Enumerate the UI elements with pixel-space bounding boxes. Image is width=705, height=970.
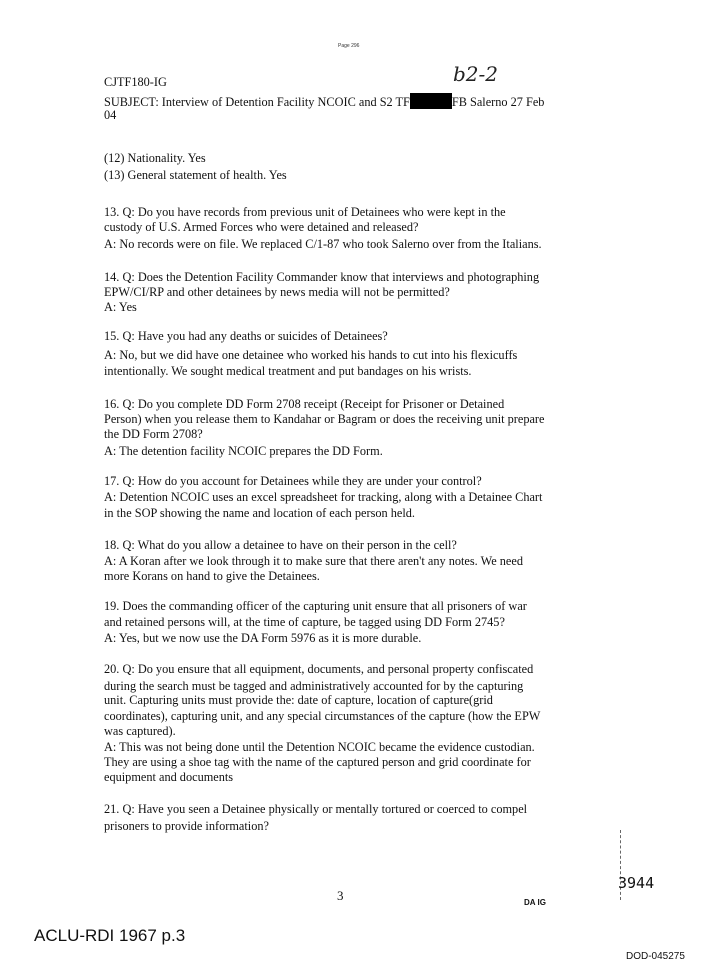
text-line: equipment and documents xyxy=(104,770,234,784)
page-number: 3 xyxy=(337,888,344,903)
text-line: 20. Q: Do you ensure that all equipment, documents, and personal property confiscated xyxy=(104,662,534,676)
text-line: A: Yes xyxy=(104,300,137,314)
text-line: 18. Q: What do you allow a detainee to have on their person in the cell? xyxy=(104,538,457,552)
handwritten-mark: b2-2 xyxy=(453,62,499,86)
text-line: 19. Does the commanding officer of the capturing unit ensure that all prisoners of war xyxy=(104,599,527,613)
dod-number: DOD-045275 xyxy=(626,951,685,962)
text-line: They are using a shoe tag with the name of the captured person and grid coordinate for xyxy=(104,755,531,769)
text-line: was captured). xyxy=(104,724,176,738)
text-line: during the search must be tagged and administratively accounted for by the capturing xyxy=(104,679,524,693)
text-line: custody of U.S. Armed Forces who were detained and released? xyxy=(104,220,419,234)
bates-number: 3944 xyxy=(618,874,655,892)
text-line: Person) when you release them to Kandahar or Bagram or does the receiving unit prepare xyxy=(104,412,545,426)
text-line: A: The detention facility NCOIC prepares the DD Form. xyxy=(104,444,383,458)
text-line: unit. Capturing units must provide the: date of capture, location of capture(grid xyxy=(104,693,493,707)
header-subject xyxy=(104,93,544,109)
text-line: the DD Form 2708? xyxy=(104,427,203,441)
text-line: more Korans on hand to give the Detainees. xyxy=(104,569,320,583)
text-line: prisoners to provide information? xyxy=(104,819,269,833)
da-ig-stamp: DA IG xyxy=(524,898,546,907)
collection-label: ACLU-RDI 1967 p.3 xyxy=(34,926,186,945)
subject-part-2: FB Salerno 27 Feb xyxy=(451,95,545,109)
text-line: in the SOP showing the name and location of each person held. xyxy=(104,506,415,520)
text-line: 15. Q: Have you had any deaths or suicides of Detainees? xyxy=(104,329,388,343)
text-line: EPW/CI/RP and other detainees by news media will not be permitted? xyxy=(104,285,450,299)
text-line: A: No, but we did have one detainee who worked his hands to cut into his flexicuffs xyxy=(104,348,518,362)
text-line: A: Yes, but we now use the DA Form 5976 as it is more durable. xyxy=(104,631,422,645)
text-line: (12) Nationality. Yes xyxy=(104,151,206,165)
text-line: (13) General statement of health. Yes xyxy=(104,168,287,182)
text-line: 16. Q: Do you complete DD Form 2708 receipt (Receipt for Prisoner or Detained xyxy=(104,397,505,411)
redaction-box xyxy=(410,93,452,109)
subject-continuation: 04 xyxy=(104,108,117,122)
text-line: 17. Q: How do you account for Detainees while they are under your control? xyxy=(104,474,482,488)
text-line: A: Detention NCOIC uses an excel spreadsheet for tracking, along with a Detainee Chart xyxy=(104,490,543,504)
text-line: A: No records were on file. We replaced C/1-87 who took Salerno over from the Italians. xyxy=(104,237,542,251)
text-line: and retained persons will, at the time of capture, be tagged using DD Form 2745? xyxy=(104,615,505,629)
header-org: CJTF180-IG xyxy=(104,75,167,89)
text-line: A: This was not being done until the Detention NCOIC became the evidence custodian. xyxy=(104,740,535,754)
text-line: coordinates), capturing unit, and any special circumstances of the capture (how the EPW xyxy=(104,709,541,723)
text-line: A: A Koran after we look through it to make sure that there aren't any notes. We need xyxy=(104,554,523,568)
text-line: 21. Q: Have you seen a Detainee physically or mentally tortured or coerced to compel xyxy=(104,802,528,816)
text-line: intentionally. We sought medical treatment and put bandages on his wrists. xyxy=(104,364,472,378)
page-label: Page 296 xyxy=(338,43,360,49)
text-line: 13. Q: Do you have records from previous unit of Detainees who were kept in the xyxy=(104,205,506,219)
text-line: 14. Q: Does the Detention Facility Commander know that interviews and photographing xyxy=(104,270,540,284)
subject-part-1: SUBJECT: Interview of Detention Facility NCOIC and S2 TF xyxy=(104,95,410,109)
